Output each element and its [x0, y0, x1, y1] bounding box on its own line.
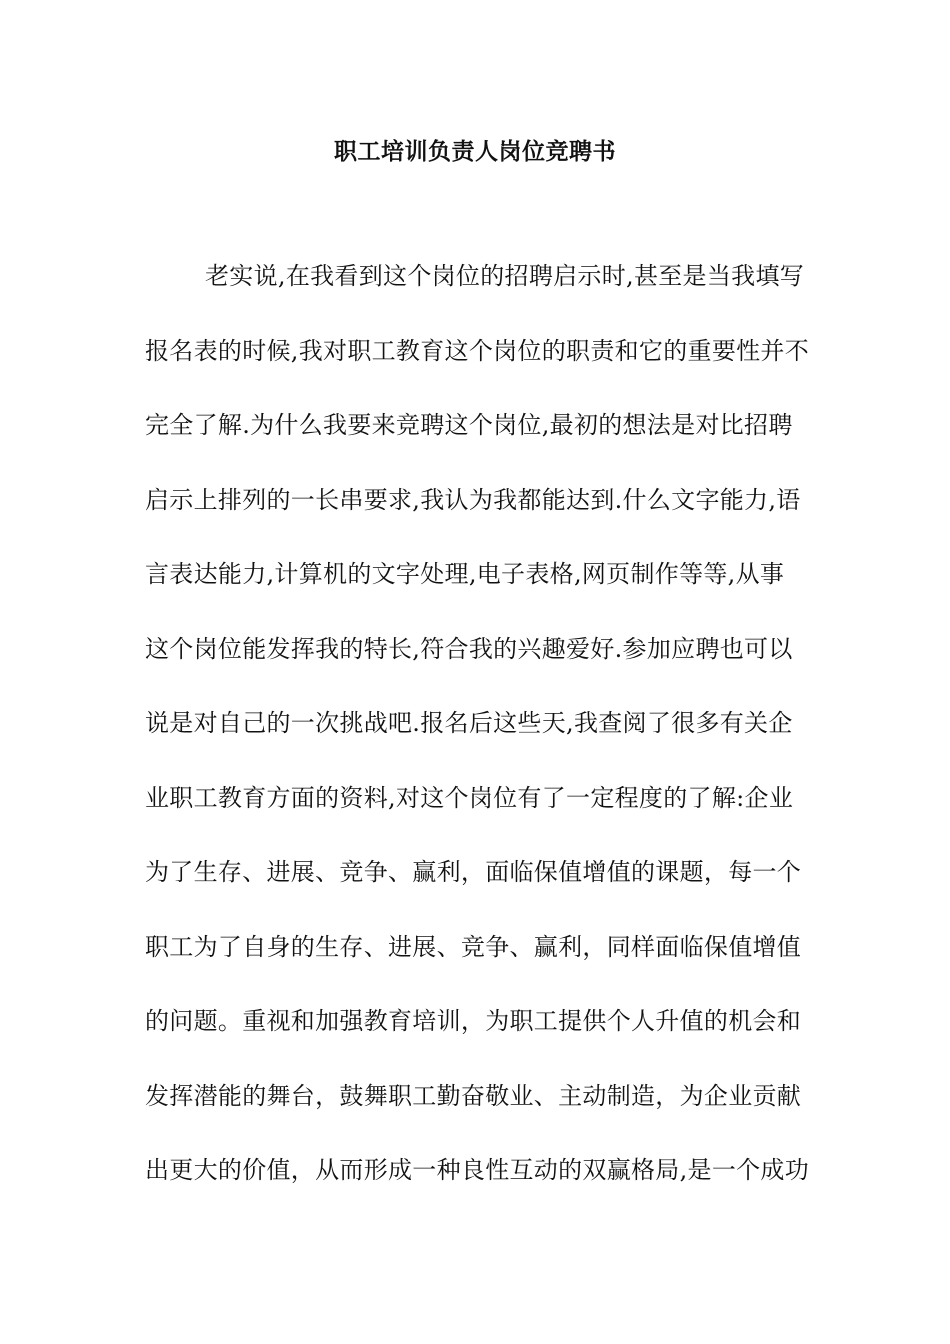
paragraph-line: 启示上排列的一长串要求,我认为我都能达到.什么文字能力,语 [145, 485, 801, 514]
paragraph-line: 发挥潜能的舞台，鼓舞职工勤奋敬业、主动制造，为企业贡献 [145, 1081, 802, 1110]
document-title: 职工培训负责人岗位竞聘书 [334, 138, 616, 165]
paragraph-line: 报名表的时候,我对职工教育这个岗位的职责和它的重要性并不 [145, 336, 810, 365]
paragraph-line: 的问题。重视和加强教育培训，为职工提供个人升值的机会和 [145, 1007, 802, 1035]
paragraph-line: 完全了解.为什么我要来竞聘这个岗位,最初的想法是对比招聘 [145, 411, 793, 439]
paragraph-line: 老实说,在我看到这个岗位的招聘启示时,甚至是当我填写 [205, 262, 805, 290]
paragraph-line: 为了生存、进展、竞争、赢利，面临保值增值的课题，每一个 [145, 858, 802, 886]
paragraph-line: 职工为了自身的生存、进展、竞争、赢利，同样面临保值增值 [145, 932, 802, 961]
paragraph-line: 出更大的价值，从而形成一种良性互动的双赢格局,是一个成功 [145, 1156, 810, 1184]
paragraph-line: 这个岗位能发挥我的特长,符合我的兴趣爱好.参加应聘也可以 [145, 634, 793, 663]
paragraph-line: 业职工教育方面的资料,对这个岗位有了一定程度的了解:企业 [145, 783, 794, 812]
paragraph-line: 说是对自己的一次挑战吧.报名后这些天,我查阅了很多有关企 [145, 709, 793, 737]
paragraph-line: 言表达能力,计算机的文字处理,电子表格,网页制作等等,从事 [145, 560, 785, 588]
document-body [145, 259, 810, 1228]
